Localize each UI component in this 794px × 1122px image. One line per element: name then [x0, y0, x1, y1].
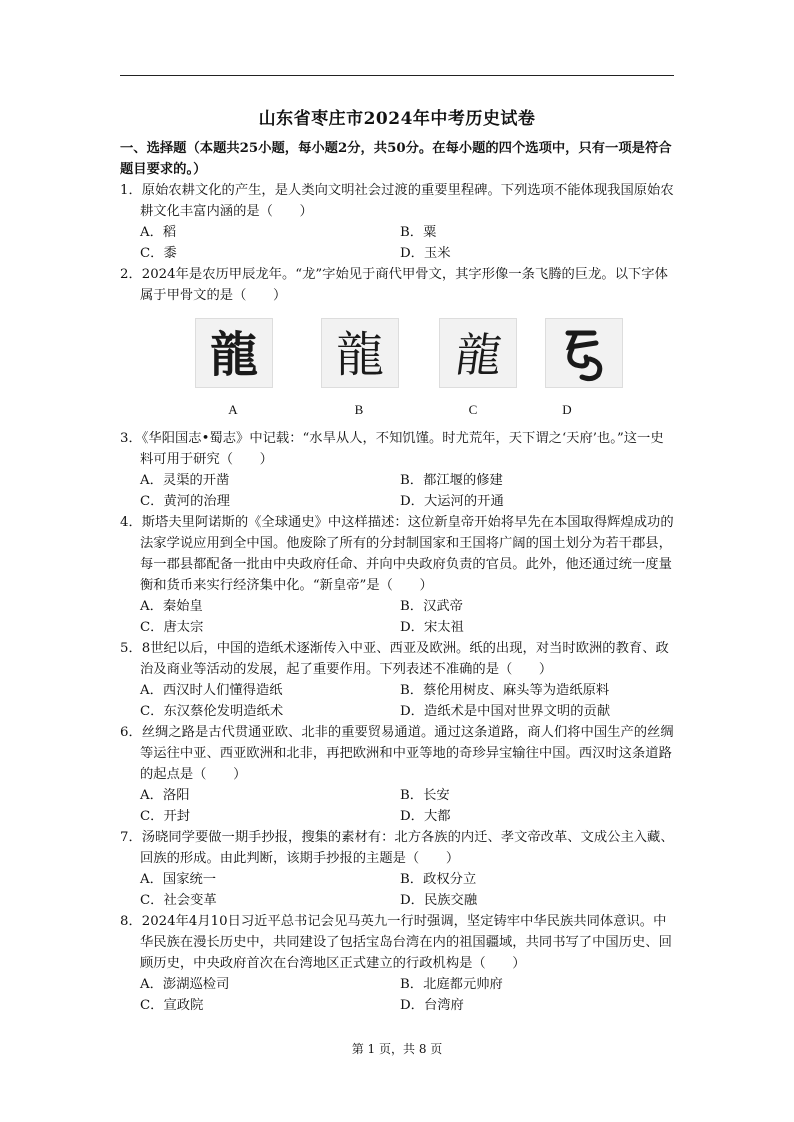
glyph-image-d	[545, 318, 623, 388]
question-7	[120, 827, 676, 911]
option-a: A．灵渠的开凿	[140, 473, 230, 488]
option-a: A．西汉时人们懂得造纸	[140, 683, 283, 698]
question-3	[120, 428, 676, 512]
glyph-label-a: A	[228, 402, 238, 417]
section-heading: 一、选择题（本题共25小题，每小题2分，共50分。在每小题的四个选项中，只有一项是符合题目要求的。）	[120, 141, 672, 177]
question-stem: 3．《华阳国志•蜀志》中记载：“水旱从人，不知饥馑。时尤荒年，天下谓之‘天府’也。”这一史料可用于研究（ ）	[120, 431, 664, 467]
option-d: D．台湾府	[400, 998, 464, 1013]
glyph-label-b: B	[354, 402, 364, 417]
option-b: B．北庭都元帅府	[400, 977, 503, 992]
page-footer: 第 1 页，共 8 页	[351, 1042, 443, 1056]
page-title: 山东省枣庄市2024年中考历史试卷	[258, 109, 536, 129]
header-rule	[120, 75, 674, 76]
glyph-image-b	[321, 318, 399, 388]
option-a: A．秦始皇	[140, 599, 203, 614]
glyph-figure	[195, 318, 615, 418]
option-c: C．社会变革	[140, 893, 217, 908]
question-stem: 6．丝绸之路是古代贯通亚欧、北非的重要贸易通道。通过这条道路，商人们将中国生产的丝绸等运往中亚、西亚欧洲和北非，再把欧洲和中亚等地的奇珍异宝输往中国。西汉时这条道路的起点是（ ）	[120, 725, 674, 782]
question-5	[120, 638, 676, 722]
option-b: B．汉武帝	[400, 599, 463, 614]
option-a: A．国家统一	[140, 872, 217, 887]
glyph-c: 龍	[452, 328, 506, 382]
glyph-label-c: C	[468, 402, 478, 417]
question-stem: 4．斯塔夫里阿诺斯的《全球通史》中这样描述：这位新皇帝开始将早先在本国取得辉煌成功的法家学说应用到全中国。他废除了所有的分封制国家和王国将广阔的国土划分为若干郡县，每一郡县都配备一批由中央政府任命、并向中央政府负责的官员。此外，他还通过统一度量衡和货币来实行经济集中化。“新皇帝”是（ ）	[120, 515, 674, 593]
glyph-d-oracle-bone	[546, 319, 622, 387]
question-stem: 2．2024年是农历甲辰龙年。“龙”字始见于商代甲骨文，其字形像一条飞腾的巨龙。以下字体属于甲骨文的是（ ）	[120, 267, 668, 303]
question-4	[120, 512, 676, 638]
option-a: A．洛阳	[140, 788, 190, 803]
option-c: C．黍	[140, 246, 177, 261]
option-c: C．开封	[140, 809, 191, 824]
option-c: C．唐太宗	[140, 620, 204, 635]
option-d: D．民族交融	[400, 893, 478, 908]
option-d: D．大都	[400, 809, 451, 824]
glyph-image-a	[195, 318, 273, 388]
option-d: D．造纸术是中国对世界文明的贡献	[400, 704, 611, 719]
option-d: D．玉米	[400, 246, 451, 261]
question-2	[120, 264, 676, 306]
option-b: B．政权分立	[400, 872, 477, 887]
option-b: B．粟	[400, 225, 437, 240]
option-c: C．宣政院	[140, 998, 204, 1013]
question-8	[120, 911, 676, 1016]
question-stem: 1．原始农耕文化的产生，是人类向文明社会过渡的重要里程碑。下列选项不能体现我国原始农耕文化丰富内涵的是（ ）	[120, 183, 674, 219]
glyph-label-d: D	[562, 402, 572, 417]
option-a: A．稻	[140, 225, 177, 240]
glyph-a: 龍	[209, 327, 259, 383]
option-b: B．都江堰的修建	[400, 473, 503, 488]
question-stem: 7．汤晓同学要做一期手抄报，搜集的素材有：北方各族的内迁、孝文帝改革、文成公主入藏、回族的形成。由此判断，该期手抄报的主题是（ ）	[120, 830, 674, 866]
glyph-b: 龍	[335, 327, 385, 383]
option-b: B．长安	[400, 788, 450, 803]
option-d: D．大运河的开通	[400, 494, 504, 509]
option-a: A．澎湖巡检司	[140, 977, 230, 992]
question-stem: 8．2024年4月10日习近平总书记会见马英九一行时强调，坚定铸牢中华民族共同体意识。中华民族在漫长历史中，共同建设了包括宝岛台湾在内的祖国疆域，共同书写了中国历史、回顾历史，中央政府首次在台湾地区正式建立的行政机构是（ ）	[120, 914, 672, 971]
option-c: C．黄河的治理	[140, 494, 230, 509]
question-stem: 5．8世纪以后，中国的造纸术逐渐传入中亚、西亚及欧洲。纸的出现，对当时欧洲的教育、政治及商业等活动的发展，起了重要作用。下列表述不准确的是（ ）	[120, 641, 669, 677]
glyph-image-c	[439, 318, 517, 388]
option-b: B．蔡伦用树皮、麻头等为造纸原料	[400, 683, 610, 698]
question-6	[120, 722, 676, 827]
option-c: C．东汉蔡伦发明造纸术	[140, 704, 284, 719]
question-1	[120, 180, 676, 264]
option-d: D．宋太祖	[400, 620, 464, 635]
